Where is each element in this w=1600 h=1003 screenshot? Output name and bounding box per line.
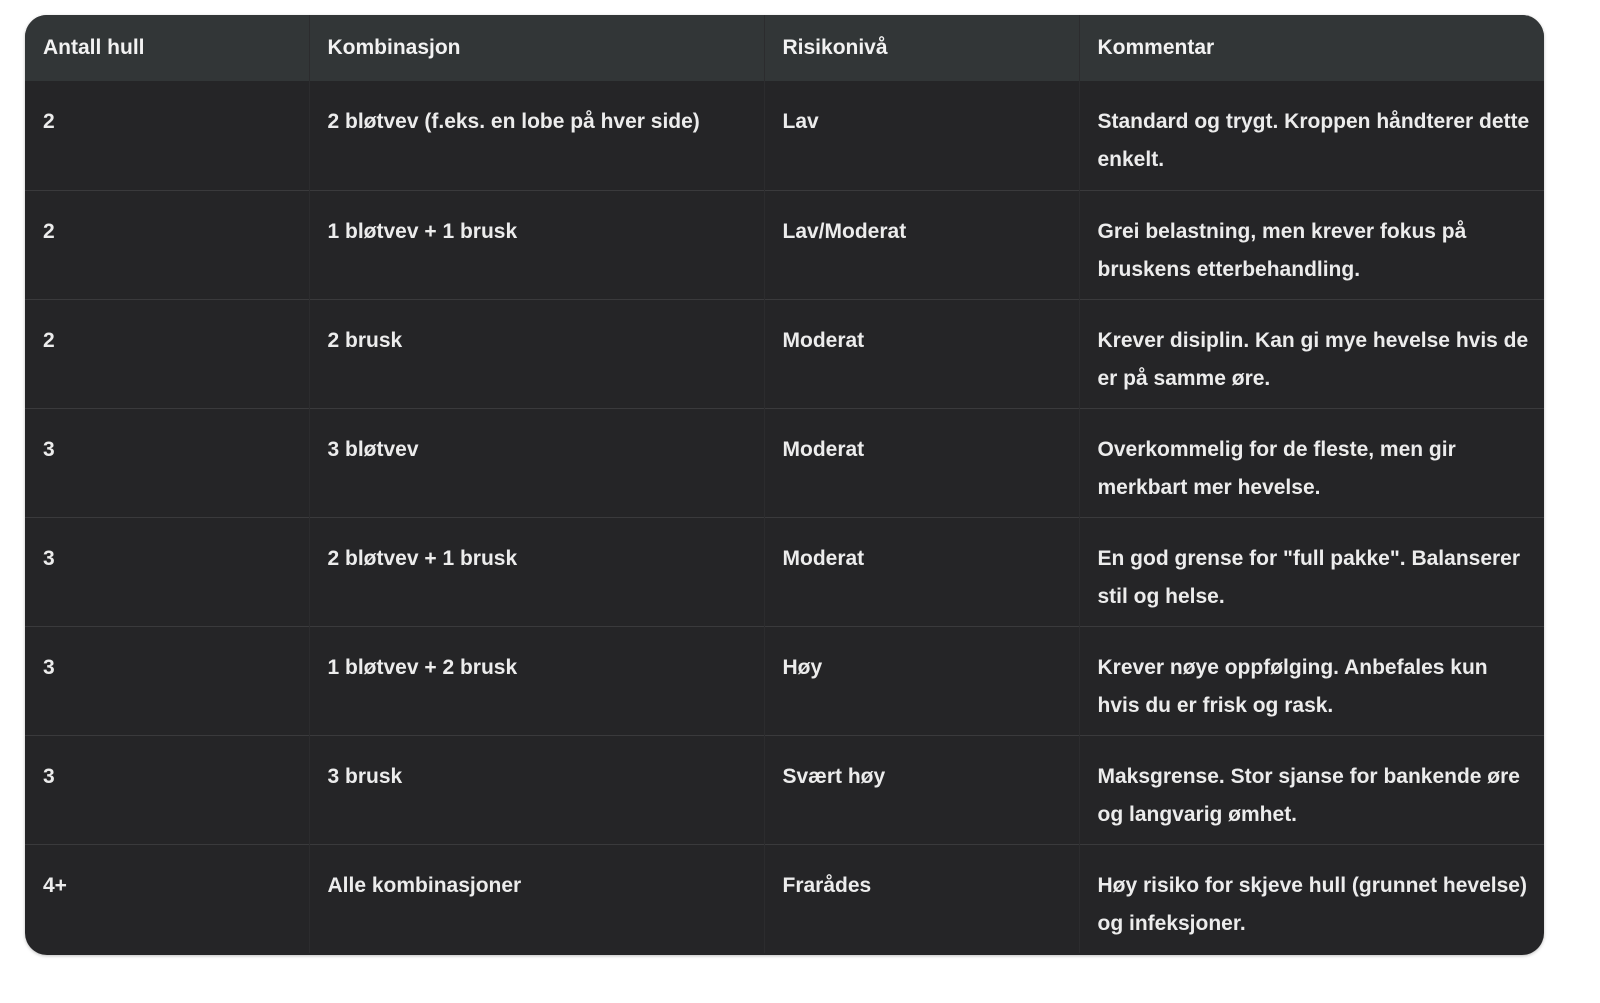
header-kommentar: Kommentar <box>1079 15 1544 81</box>
table-row <box>25 81 1544 190</box>
header-kombinasjon: Kombinasjon <box>309 15 764 81</box>
cell-risk: Lav <box>764 81 1079 190</box>
cell-risk: Frarådes <box>764 844 1079 953</box>
cell-combination: 3 bløtvev <box>309 408 764 517</box>
piercing-risk-table <box>25 15 1544 953</box>
cell-combination: 1 bløtvev + 2 brusk <box>309 626 764 735</box>
cell-risk: Moderat <box>764 299 1079 408</box>
table-header-row <box>25 15 1544 81</box>
table-row <box>25 844 1544 953</box>
cell-risk: Lav/Moderat <box>764 190 1079 299</box>
table-row <box>25 408 1544 517</box>
cell-count: 4+ <box>43 873 67 897</box>
cell-combination: 2 bløtvev + 1 brusk <box>309 517 764 626</box>
cell-comment: Overkommelig for de fleste, men gir merkbart mer hevelse. <box>1079 408 1544 517</box>
cell-risk: Høy <box>764 626 1079 735</box>
table-row <box>25 190 1544 299</box>
header-antall-hull: Antall hull <box>43 36 145 59</box>
cell-combination: 3 brusk <box>309 735 764 844</box>
cell-combination: 2 bløtvev (f.eks. en lobe på hver side) <box>309 81 764 190</box>
cell-comment: Krever disiplin. Kan gi mye hevelse hvis de er på samme øre. <box>1079 299 1544 408</box>
cell-count: 3 <box>43 437 55 461</box>
cell-risk: Moderat <box>764 517 1079 626</box>
cell-comment: Høy risiko for skjeve hull (grunnet hevelse) og infeksjoner. <box>1079 844 1544 953</box>
cell-comment: En god grense for "full pakke". Balanserer stil og helse. <box>1079 517 1544 626</box>
header-risikoniva: Risikonivå <box>764 15 1079 81</box>
cell-combination: 1 bløtvev + 1 brusk <box>309 190 764 299</box>
table-row <box>25 299 1544 408</box>
cell-count: 3 <box>43 655 55 679</box>
cell-comment: Standard og trygt. Kroppen håndterer dette enkelt. <box>1079 81 1544 190</box>
cell-count: 3 <box>43 546 55 570</box>
cell-comment: Grei belastning, men krever fokus på bruskens etterbehandling. <box>1079 190 1544 299</box>
table-row <box>25 735 1544 844</box>
cell-count: 2 <box>43 219 55 243</box>
table-row <box>25 517 1544 626</box>
cell-count: 3 <box>43 764 55 788</box>
piercing-risk-table-container <box>25 15 1544 955</box>
cell-count: 2 <box>43 110 55 133</box>
cell-combination: 2 brusk <box>309 299 764 408</box>
cell-count: 2 <box>43 328 55 352</box>
cell-combination: Alle kombinasjoner <box>309 844 764 953</box>
cell-risk: Moderat <box>764 408 1079 517</box>
table-row <box>25 626 1544 735</box>
cell-comment: Maksgrense. Stor sjanse for bankende øre og langvarig ømhet. <box>1079 735 1544 844</box>
cell-comment: Krever nøye oppfølging. Anbefales kun hvis du er frisk og rask. <box>1079 626 1544 735</box>
cell-risk: Svært høy <box>764 735 1079 844</box>
